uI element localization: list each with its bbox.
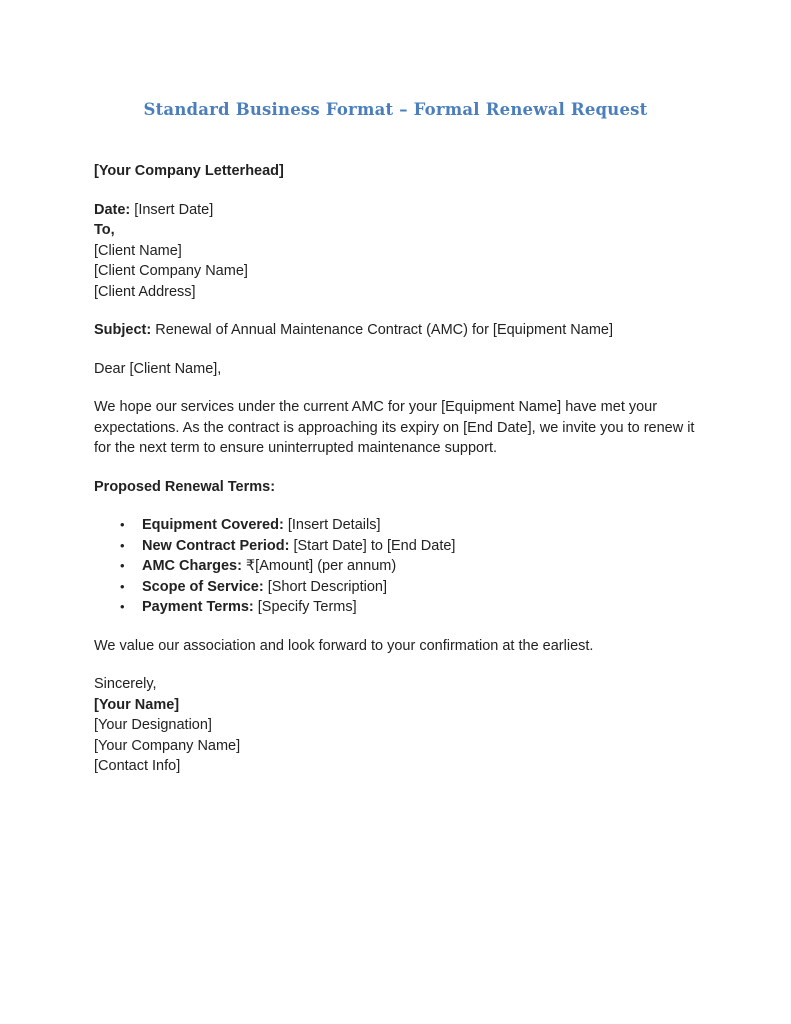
signature-line: [Your Company Name] xyxy=(94,737,241,754)
bullet-icon: • xyxy=(120,537,125,553)
term-label: Scope of Service: xyxy=(142,578,264,595)
recipient-line: [Client Address] xyxy=(94,283,196,300)
recipient-block xyxy=(94,200,697,303)
body-paragraph: We hope our services under the current AMC for your [Equipment Name] have met your expectations. As the contract is approaching its expiry on [End Date], we invite you to renew it for the next term to ensure uninterrupted maintenance support. xyxy=(94,399,695,456)
signature-block xyxy=(94,674,697,777)
term-value: [Start Date] to [End Date] xyxy=(289,537,456,554)
signature-line: [Contact Info] xyxy=(94,758,181,774)
bullet-icon: • xyxy=(120,578,125,594)
closing-paragraph: We value our association and look forward to your confirmation at the earliest. xyxy=(94,637,594,654)
salutation: Dear [Client Name], xyxy=(94,360,222,377)
subject-value: Renewal of Annual Maintenance Contract (AMC) for [Equipment Name] xyxy=(151,322,614,338)
bullet-icon: • xyxy=(120,517,125,532)
subject-line xyxy=(94,320,697,341)
term-value: ₹[Amount] (per annum) xyxy=(241,558,397,574)
signature-name: [Your Name] xyxy=(94,696,180,713)
term-label: Payment Terms: xyxy=(142,599,254,615)
date-value: [Insert Date] xyxy=(130,201,214,218)
to-label: To, xyxy=(94,222,115,238)
recipient-line: [Client Company Name] xyxy=(94,263,248,279)
term-label: Equipment Covered: xyxy=(142,517,284,533)
term-value: [Insert Details] xyxy=(283,517,381,533)
signature-line: [Your Designation] xyxy=(94,717,212,733)
company-letterhead: [Your Company Letterhead] xyxy=(94,163,284,179)
list-item xyxy=(94,536,697,557)
term-label: New Contract Period: xyxy=(142,537,290,554)
terms-list xyxy=(94,515,697,618)
document-title: Standard Business Format – Formal Renewal Request xyxy=(143,100,648,119)
date-label: Date: xyxy=(94,201,131,218)
subject-label: Subject: xyxy=(94,322,152,338)
bullet-icon: • xyxy=(120,558,125,573)
list-item xyxy=(94,577,697,598)
date-line xyxy=(94,200,697,221)
list-item xyxy=(94,597,697,618)
recipient-line: [Client Name] xyxy=(94,242,182,259)
list-item xyxy=(94,515,697,536)
term-value: [Specify Terms] xyxy=(253,599,357,615)
bullet-icon: • xyxy=(120,599,125,614)
terms-heading: Proposed Renewal Terms: xyxy=(94,478,276,495)
term-label: AMC Charges: xyxy=(142,558,242,574)
term-value: [Short Description] xyxy=(263,578,387,595)
list-item xyxy=(94,556,697,577)
signoff: Sincerely, xyxy=(94,676,157,692)
